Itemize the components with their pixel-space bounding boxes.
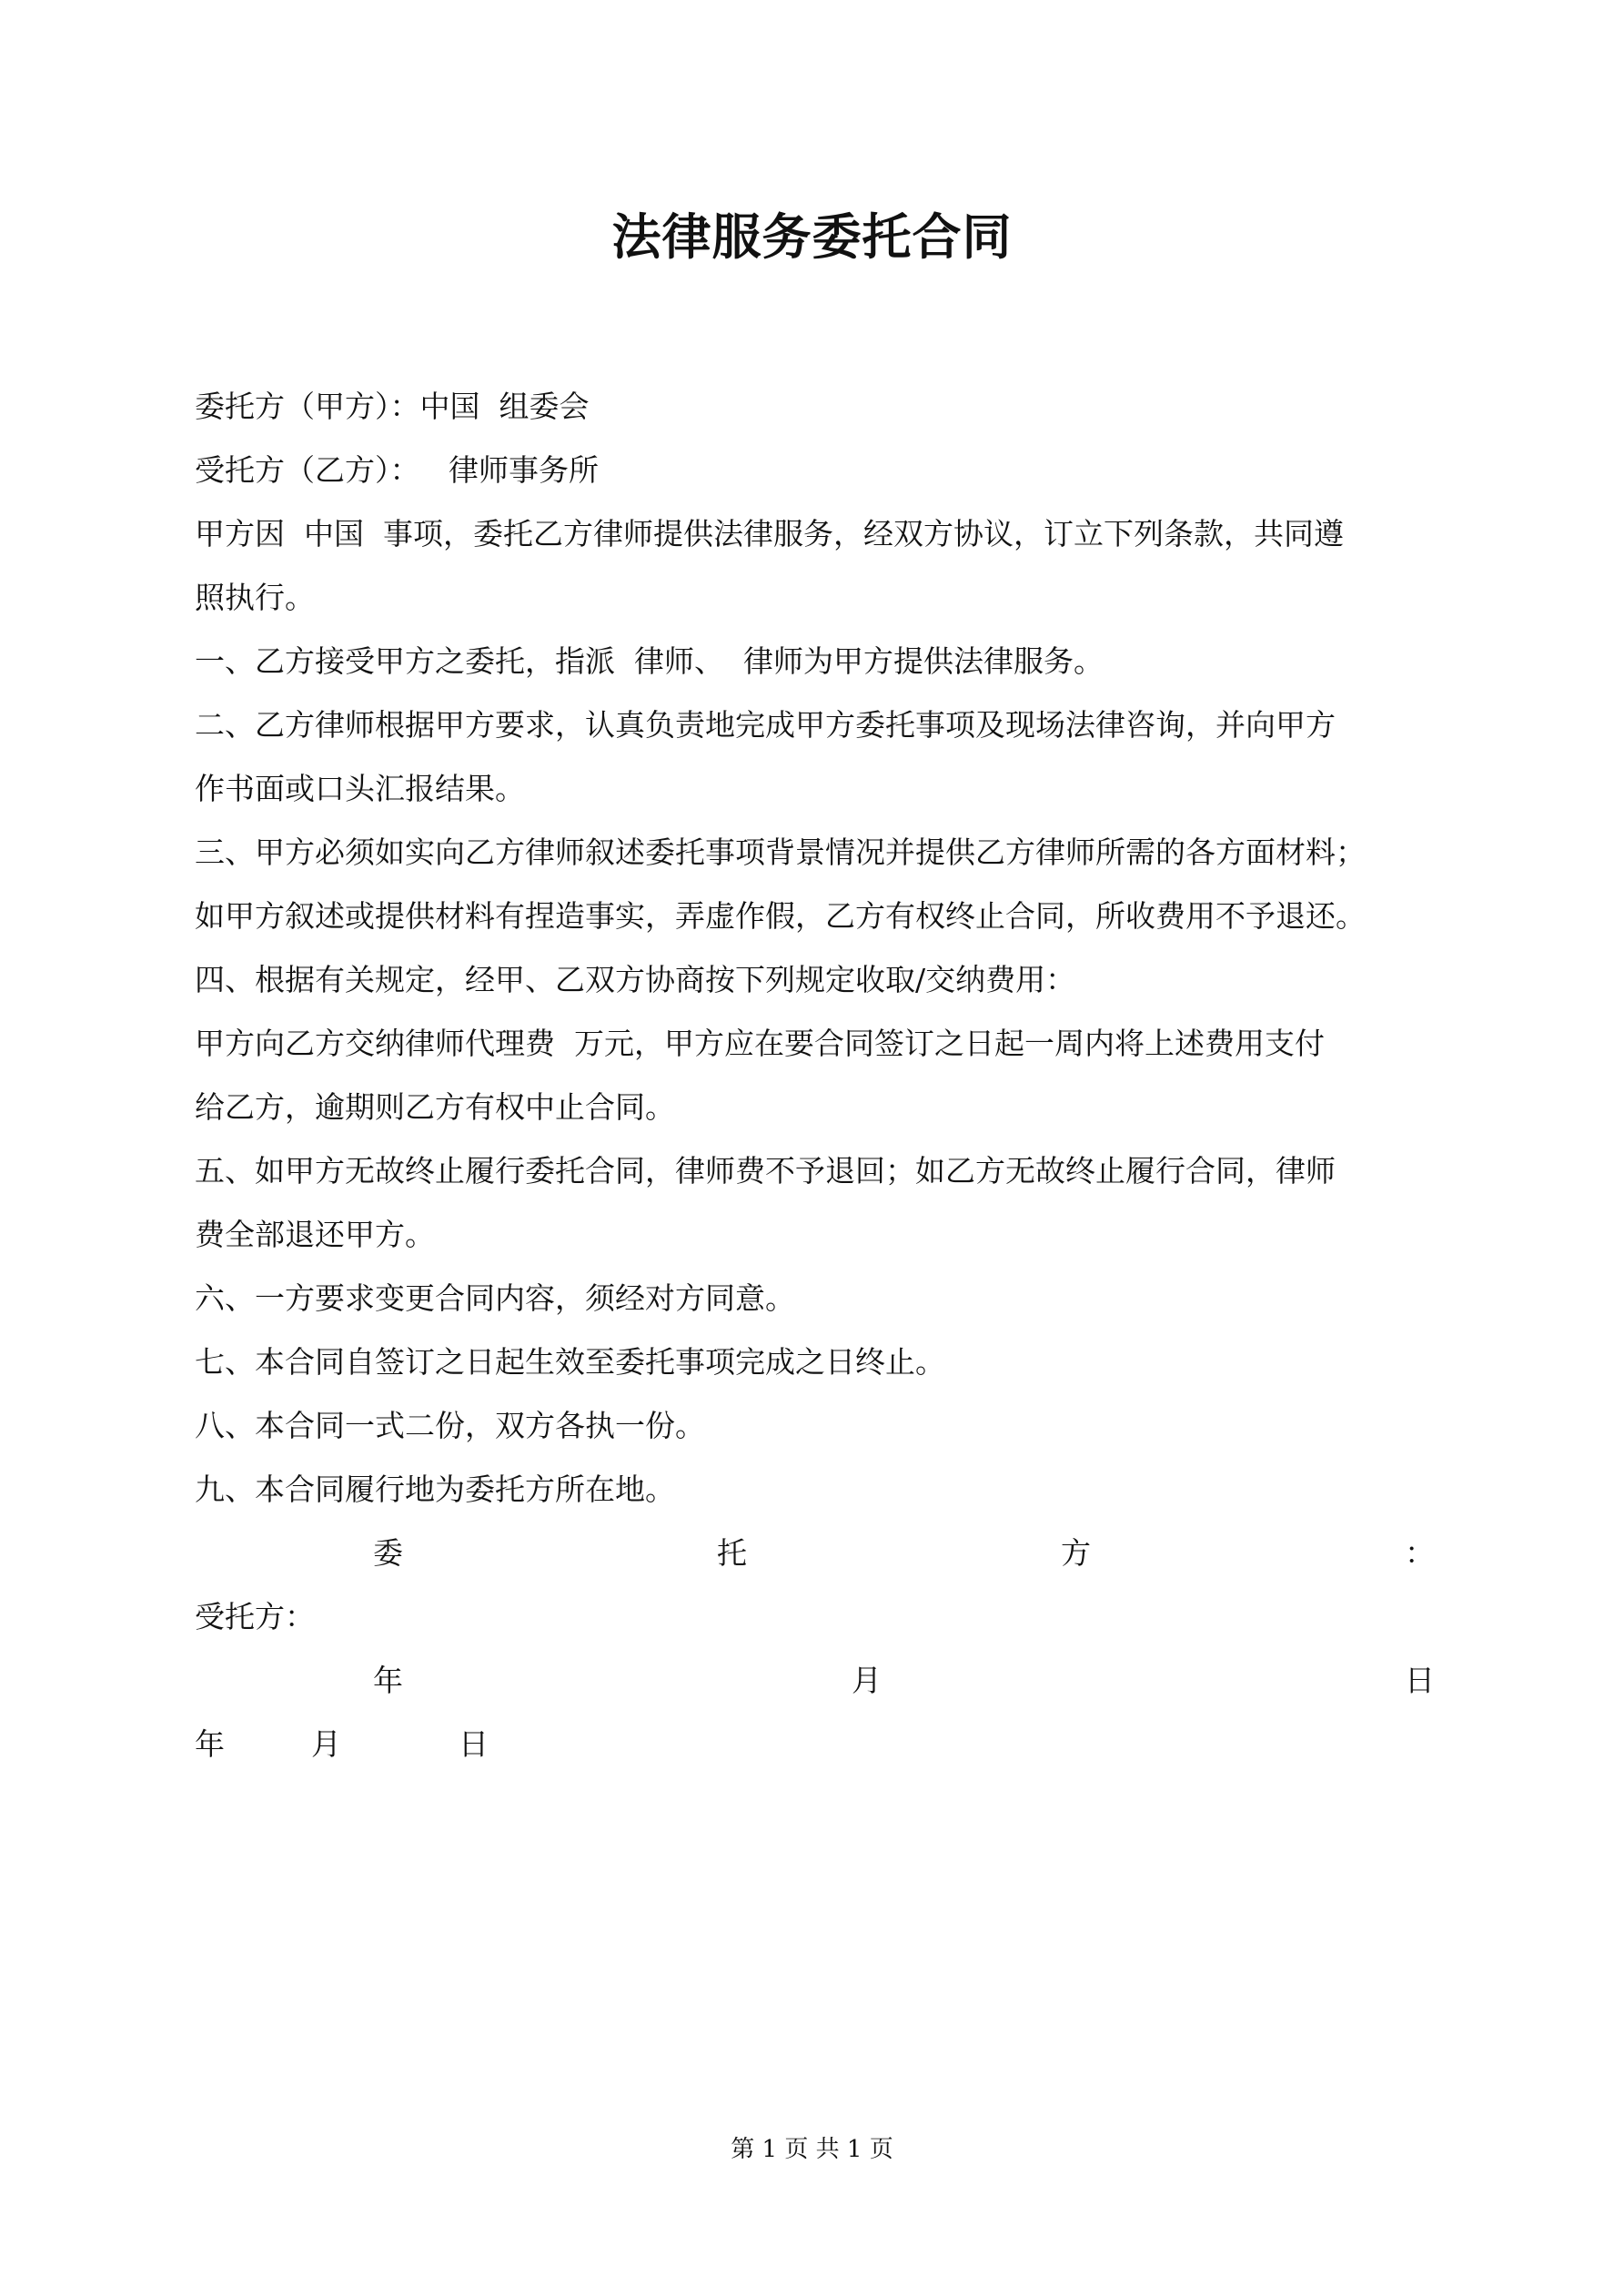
client-date-row <box>195 1649 1435 1713</box>
page-number-footer: 第 1 页 共 1 页 <box>731 2136 893 2163</box>
agent-date-year: 年 <box>195 1726 225 1762</box>
clause-3-line-2: 如甲方叙述或提供材料有捏造事实，弄虚作假，乙方有权终止合同，所收费用不予退还。 <box>195 898 1366 934</box>
intro-line-1: 甲方因 中国 事项，委托乙方律师提供法律服务，经双方协议，订立下列条款，共同遵 <box>195 516 1344 551</box>
agent-signature-label: 受托方： <box>195 1599 315 1634</box>
document-title: 法律服务委托合同 <box>611 208 1013 266</box>
clause-9: 九、本合同履行地为委托方所在地。 <box>195 1472 675 1507</box>
agent-date-row <box>195 1713 1432 1776</box>
clause-8: 八、本合同一式二份，双方各执一份。 <box>195 1408 705 1443</box>
client-date-year: 年 <box>373 1663 403 1698</box>
clause-5-line-2: 费全部退还甲方。 <box>195 1217 435 1252</box>
agent-date-month: 月 <box>311 1726 341 1762</box>
clause-3-line-1: 三、甲方必须如实向乙方律师叙述委托事项背景情况并提供乙方律师所需的各方面材料； <box>195 834 1366 870</box>
clause-4-fee-line-1: 甲方向乙方交纳律师代理费 万元，甲方应在要合同签订之日起一周内将上述费用支付 <box>195 1026 1325 1061</box>
agent-date-day: 日 <box>459 1726 489 1762</box>
client-signature-char-2: 托 <box>717 1535 747 1571</box>
clause-2-line-1: 二、乙方律师根据甲方要求，认真负责地完成甲方委托事项及现场法律咨询，并向甲方 <box>195 707 1336 743</box>
client-party-line: 委托方（甲方）：中国 组委会 <box>195 389 590 424</box>
agent-party-line: 受托方（乙方）： 律师事务所 <box>195 452 599 488</box>
clause-2-line-2: 作书面或口头汇报结果。 <box>195 771 525 806</box>
clause-6: 六、一方要求变更合同内容，须经对方同意。 <box>195 1280 795 1316</box>
client-signature-row <box>195 1522 1435 1585</box>
client-signature-char-1: 委 <box>373 1535 403 1571</box>
clause-4: 四、根据有关规定，经甲、乙双方协商按下列规定收取/交纳费用： <box>195 962 1076 997</box>
document-body <box>195 375 1435 1776</box>
client-date-day: 日 <box>1405 1663 1435 1698</box>
client-signature-char-3: 方 <box>1061 1535 1091 1571</box>
client-signature-colon: ： <box>1405 1535 1435 1571</box>
clause-1: 一、乙方接受甲方之委托，指派 律师、 律师为甲方提供法律服务。 <box>195 643 1104 679</box>
client-date-month: 月 <box>852 1663 882 1698</box>
clause-5-line-1: 五、如甲方无故终止履行委托合同，律师费不予退回；如乙方无故终止履行合同，律师 <box>195 1153 1336 1188</box>
clause-4-fee-line-2: 给乙方，逾期则乙方有权中止合同。 <box>195 1089 675 1125</box>
clause-7: 七、本合同自签订之日起生效至委托事项完成之日终止。 <box>195 1344 945 1380</box>
intro-line-2: 照执行。 <box>195 580 315 615</box>
